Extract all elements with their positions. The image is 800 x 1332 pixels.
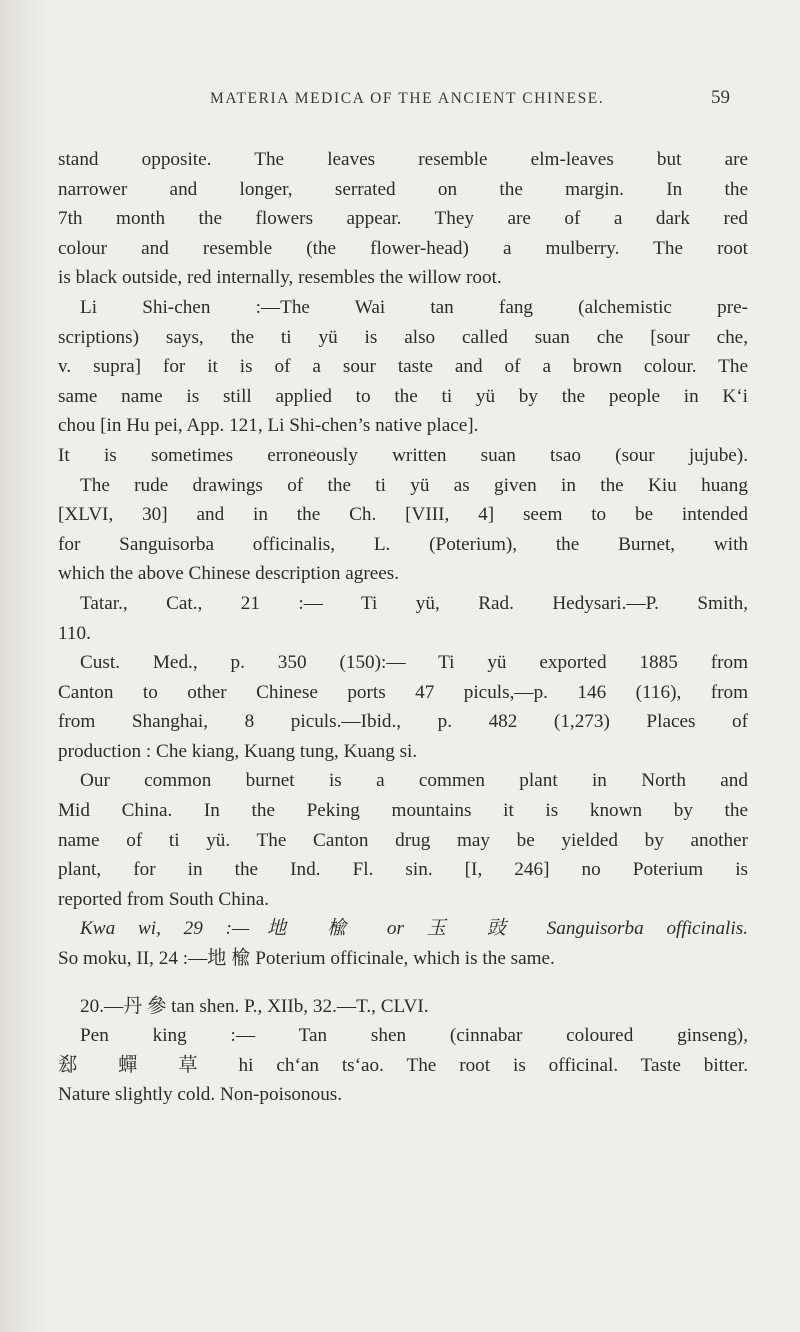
- text-line: Canton to other Chinese ports 47 piculs,—p. 146 (116), from: [58, 681, 748, 703]
- running-title: MATERIA MEDICA OF THE ANCIENT CHINESE.: [210, 90, 605, 107]
- text-line: Tatar., Cat., 21 :— Ti yü, Rad. Hedysari.—P. Smith,: [80, 592, 748, 614]
- text-line: Li Shi-chen :—The Wai tan fang (alchemistic pre-: [80, 296, 748, 318]
- text-line: [XLVI, 30] and in the Ch. [VIII, 4] seem to be intended: [58, 504, 748, 526]
- text-line: 郄 蟬 草 hi ch‘an ts‘ao. The root is officinal. Taste bitter.: [58, 1054, 748, 1076]
- text-line: which the above Chinese description agrees.: [58, 563, 399, 585]
- text-line: 110.: [58, 622, 91, 644]
- text-line: Mid China. In the Peking mountains it is known by the: [58, 800, 748, 822]
- text-line: colour and resemble (the flower-head) a mulberry. The root: [58, 237, 748, 259]
- text-line: for Sanguisorba officinalis, L. (Poterium), the Burnet, with: [58, 533, 748, 555]
- page-number: 59: [711, 87, 730, 108]
- text-line: 20.—丹 參 tan shen. P., XIIb, 32.—T., CLVI.: [80, 995, 429, 1017]
- text-line: Pen king :— Tan shen (cinnabar coloured ginseng),: [80, 1025, 748, 1047]
- text-line: chou [in Hu pei, App. 121, Li Shi-chen’s native place].: [58, 415, 479, 437]
- text-line: reported from South China.: [58, 888, 270, 910]
- running-header: [210, 87, 730, 114]
- text-line: 7th month the flowers appear. They are of a dark red: [58, 208, 748, 230]
- text-line: is black outside, red internally, resembles the willow root.: [58, 267, 502, 289]
- text-line: scriptions) says, the ti yü is also called suan che [sour che,: [58, 326, 748, 348]
- text-line: Nature slightly cold. Non-poisonous.: [58, 1084, 343, 1106]
- text-line: Our common burnet is a commen plant in North and: [80, 770, 748, 792]
- text-line: stand opposite. The leaves resemble elm-leaves but are: [58, 149, 748, 170]
- text-line: v. supra] for it is of a sour taste and of a brown colour. The: [58, 356, 748, 378]
- text-line: production : Che kiang, Kuang tung, Kuang si.: [58, 740, 418, 762]
- text-line: So moku, II, 24 :—地 楡 Poterium officinale, which is the same.: [58, 948, 555, 970]
- text-line: plant, for in the Ind. Fl. sin. [I, 246] no Poterium is: [58, 859, 748, 881]
- text-line: from Shanghai, 8 piculs.—Ibid., p. 482 (1,273) Places of: [58, 711, 748, 733]
- text-line: Cust. Med., p. 350 (150):— Ti yü exported 1885 from: [80, 652, 748, 674]
- body-text: [58, 145, 748, 1110]
- text-line: The rude drawings of the ti yü as given in the Kiu huang: [80, 474, 748, 496]
- text-line: It is sometimes erroneously written suan tsao (sour jujube).: [58, 444, 748, 466]
- text-line: name of ti yü. The Canton drug may be yielded by another: [58, 829, 748, 851]
- text-line: Kwa wi, 29 :—地 楡 or 玉 豉 Sanguisorba officinalis.: [80, 918, 748, 940]
- text-line: same name is still applied to the ti yü by the people in K‘i: [58, 385, 748, 407]
- text-line: narrower and longer, serrated on the margin. In the: [58, 178, 748, 200]
